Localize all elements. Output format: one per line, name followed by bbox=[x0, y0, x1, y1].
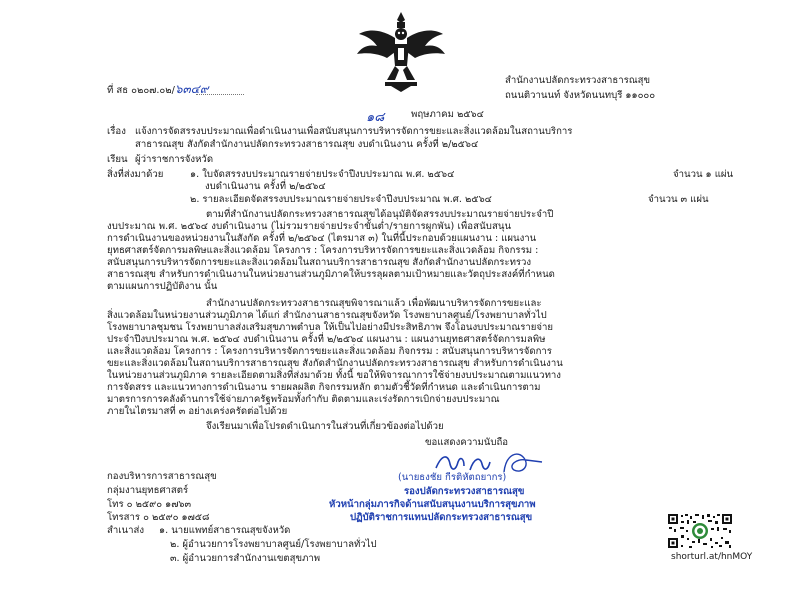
cc-item-3: ๓. ผู้อำนวยการสำนักงานเขตสุขภาพ bbox=[170, 553, 321, 564]
signer-title-1: รองปลัดกระทรวงสาธารณสุข bbox=[404, 486, 525, 497]
enclosure-item-1: ๑. ใบจัดสรรงบประมาณรายจ่ายประจำปีงบประมาณ พ.ศ. ๒๕๖๔ bbox=[190, 169, 455, 180]
date-month-year: พฤษภาคม ๒๕๖๔ bbox=[411, 109, 484, 120]
signer-name: (นายธงชัย กีรติหัตถยากร) bbox=[398, 472, 507, 483]
enclosure-item-2: ๒. รายละเอียดจัดสรรงบประมาณรายจ่ายประจำปีงบประมาณ พ.ศ. ๒๕๖๔ bbox=[190, 194, 492, 205]
enclosure-item-1-quantity: จำนวน ๑ แผ่น bbox=[673, 169, 734, 180]
para2-line-5: และสิ่งแวดล้อม โครงการ : โครงการบริหารจัดการขยะและสิ่งแวดล้อม กิจกรรม : สนับสนุนการบริหารจัดการ bbox=[107, 346, 552, 357]
para2-line-4: ประจำปีงบประมาณ พ.ศ. ๒๕๖๔ งบดำเนินงาน ครั้งที่ ๒/๒๕๖๔ แผนงาน : แผนงานยุทธศาสตร์จัดการมลพิษ bbox=[107, 334, 546, 345]
para1-line-7: ตามแผนการปฏิบัติงาน นั้น bbox=[107, 281, 218, 292]
para1-line-3: การดำเนินงานของหน่วยงานในสังกัด ครั้งที่ ๒/๒๕๖๔ (ไตรมาส ๓) ในที่นี้ประกอบด้วยแผนงาน : แผนงาน bbox=[107, 233, 537, 244]
closing: ขอแสดงความนับถือ bbox=[425, 437, 509, 448]
subject-label: เรื่อง bbox=[107, 126, 126, 137]
reference-number bbox=[107, 83, 209, 97]
para1-line-2: งบประมาณ พ.ศ. ๒๕๖๔ งบดำเนินงาน (ไม่รวมรายจ่ายประจำขั้นต่ำ/รายการผูกพัน) เพื่อสนับสนุน bbox=[107, 221, 512, 232]
garuda-emblem bbox=[355, 8, 447, 94]
para2-line-10: ภายในไตรมาสที่ ๓ อย่างเคร่งครัดต่อไปด้วย bbox=[107, 406, 288, 417]
cc-item-1: ๑. นายแพทย์สาธารณสุขจังหวัด bbox=[159, 525, 291, 536]
para2-line-9: มาตรการการคลังด้านการใช้จ่ายภาครัฐพร้อมทั้งกำกับ ติดตามและเร่งรัดการเบิกจ่ายงบประมาณ bbox=[107, 394, 500, 405]
para2-line-8: การจัดสรร และแนวทางการดำเนินงาน รายผลผลิต กิจกรรมหลัก ตามตัวชี้วัดที่กำหนด และดำเนินการตาม bbox=[107, 382, 541, 393]
enclosure-item-2-quantity: จำนวน ๓ แผ่น bbox=[648, 194, 709, 205]
footer-group: กลุ่มงานยุทธศาสตร์ bbox=[107, 485, 189, 496]
para2-line-1: สำนักงานปลัดกระทรวงสาธารณสุขพิจารณาแล้ว เพื่อพัฒนาบริหารจัดการขยะและ bbox=[206, 298, 542, 309]
recipient-label: เรียน bbox=[107, 154, 128, 165]
para2-line-7: ในหน่วยงานส่วนภูมิภาค รายละเอียดตามสิ่งที่ส่งมาด้วย ทั้งนี้ ขอให้พิจารณาการใช้จ่ายงบประมาณตามแนวทาง bbox=[107, 370, 561, 381]
enclosures-label: สิ่งที่ส่งมาด้วย bbox=[107, 169, 164, 180]
para3: จึงเรียนมาเพื่อโปรดดำเนินการในส่วนที่เกี่ยวข้องต่อไปด้วย bbox=[206, 421, 444, 432]
para1-line-4: ยุทธศาสตร์จัดการมลพิษและสิ่งแวดล้อม โครงการ : โครงการบริหารจัดการขยะและสิ่งแวดล้อม กิจกรรม : bbox=[107, 245, 539, 256]
signer-title-3: ปฏิบัติราชการแทนปลัดกระทรวงสาธารณสุข bbox=[350, 512, 533, 523]
footer-fax: โทรสาร ๐ ๒๕๙๐ ๑๗๕๘ bbox=[107, 512, 210, 523]
date-day-handwritten: ๑๘ bbox=[366, 110, 385, 125]
para1-line-5: สนับสนุนการบริหารจัดการขยะและสิ่งแวดล้อมในสถานบริการสาธารณสุข สังกัดสำนักงานปลัดกระทรวง bbox=[107, 257, 532, 268]
para2-line-6: ขยะและสิ่งแวดล้อมในสถานบริการสาธารณสุข สังกัดสำนักงานปลัดกระทรวงสาธารณสุข สำหรับการดำเนินงาน bbox=[107, 358, 563, 369]
reference-number-prefix: ที่ สธ ๐๒๐๗.๐๒/ bbox=[107, 85, 175, 96]
para2-line-2: สิ่งแวดล้อมในหน่วยงานส่วนภูมิภาค ได้แก่ สำนักงานสาธารณสุขจังหวัด โรงพยาบาลศูนย์/โรงพยาบาลทั่วไป bbox=[107, 310, 547, 321]
reference-number-handwritten: ๖๓๔๙ bbox=[174, 82, 209, 96]
signer-title-2: หัวหน้ากลุ่มภารกิจด้านสนับสนุนงานบริการสุขภาพ bbox=[329, 499, 536, 510]
para1-line-1: ตามที่สำนักงานปลัดกระทรวงสาธารณสุขได้อนุมัติจัดสรรงบประมาณรายจ่ายประจำปี bbox=[206, 209, 554, 220]
cc-item-2: ๒. ผู้อำนวยการโรงพยาบาลศูนย์/โรงพยาบาลทั่วไป bbox=[170, 539, 377, 550]
agency-name: สำนักงานปลัดกระทรวงสาธารณสุข bbox=[505, 75, 651, 86]
signature-handwriting-text bbox=[434, 452, 436, 453]
cc-label: สำเนาส่ง bbox=[107, 525, 145, 536]
recipient-text: ผู้ว่าราชการจังหวัด bbox=[135, 154, 214, 165]
subject-line-2: สาธารณสุข สังกัดสำนักงานปลัดกระทรวงสาธารณสุข งบดำเนินงาน ครั้งที่ ๒/๒๕๖๔ bbox=[135, 139, 479, 150]
para1-line-6: สาธารณสุข สำหรับการดำเนินงานในหน่วยงานส่วนภูมิภาคให้บรรลุผลตามเป้าหมายและวัตถุประสงค์ที่กำหนด bbox=[107, 269, 555, 280]
qr-code[interactable] bbox=[667, 513, 733, 549]
footer-tel: โทร ๐ ๒๕๙๐ ๑๗๖๓ bbox=[107, 499, 192, 510]
agency-address: ถนนติวานนท์ จังหวัดนนทบุรี ๑๑๐๐๐ bbox=[505, 90, 656, 101]
footer-division: กองบริหารการสาธารณสุข bbox=[107, 471, 217, 482]
qr-link[interactable]: shorturl.at/hnMOY bbox=[671, 552, 753, 562]
enclosure-item-1-sub: งบดำเนินงาน ครั้งที่ ๒/๒๕๖๔ bbox=[205, 181, 326, 192]
para2-line-3: โรงพยาบาลชุมชน โรงพยาบาลส่งเสริมสุขภาพตำบล ให้เป็นไปอย่างมีประสิทธิภาพ จึงโอนงบประมาณรายจ่าย bbox=[107, 322, 554, 333]
subject-line-1: แจ้งการจัดสรรงบประมาณเพื่อดำเนินงานเพื่อสนับสนุนการบริหารจัดการขยะและสิ่งแวดล้อมในสถานบริการ bbox=[135, 126, 573, 137]
